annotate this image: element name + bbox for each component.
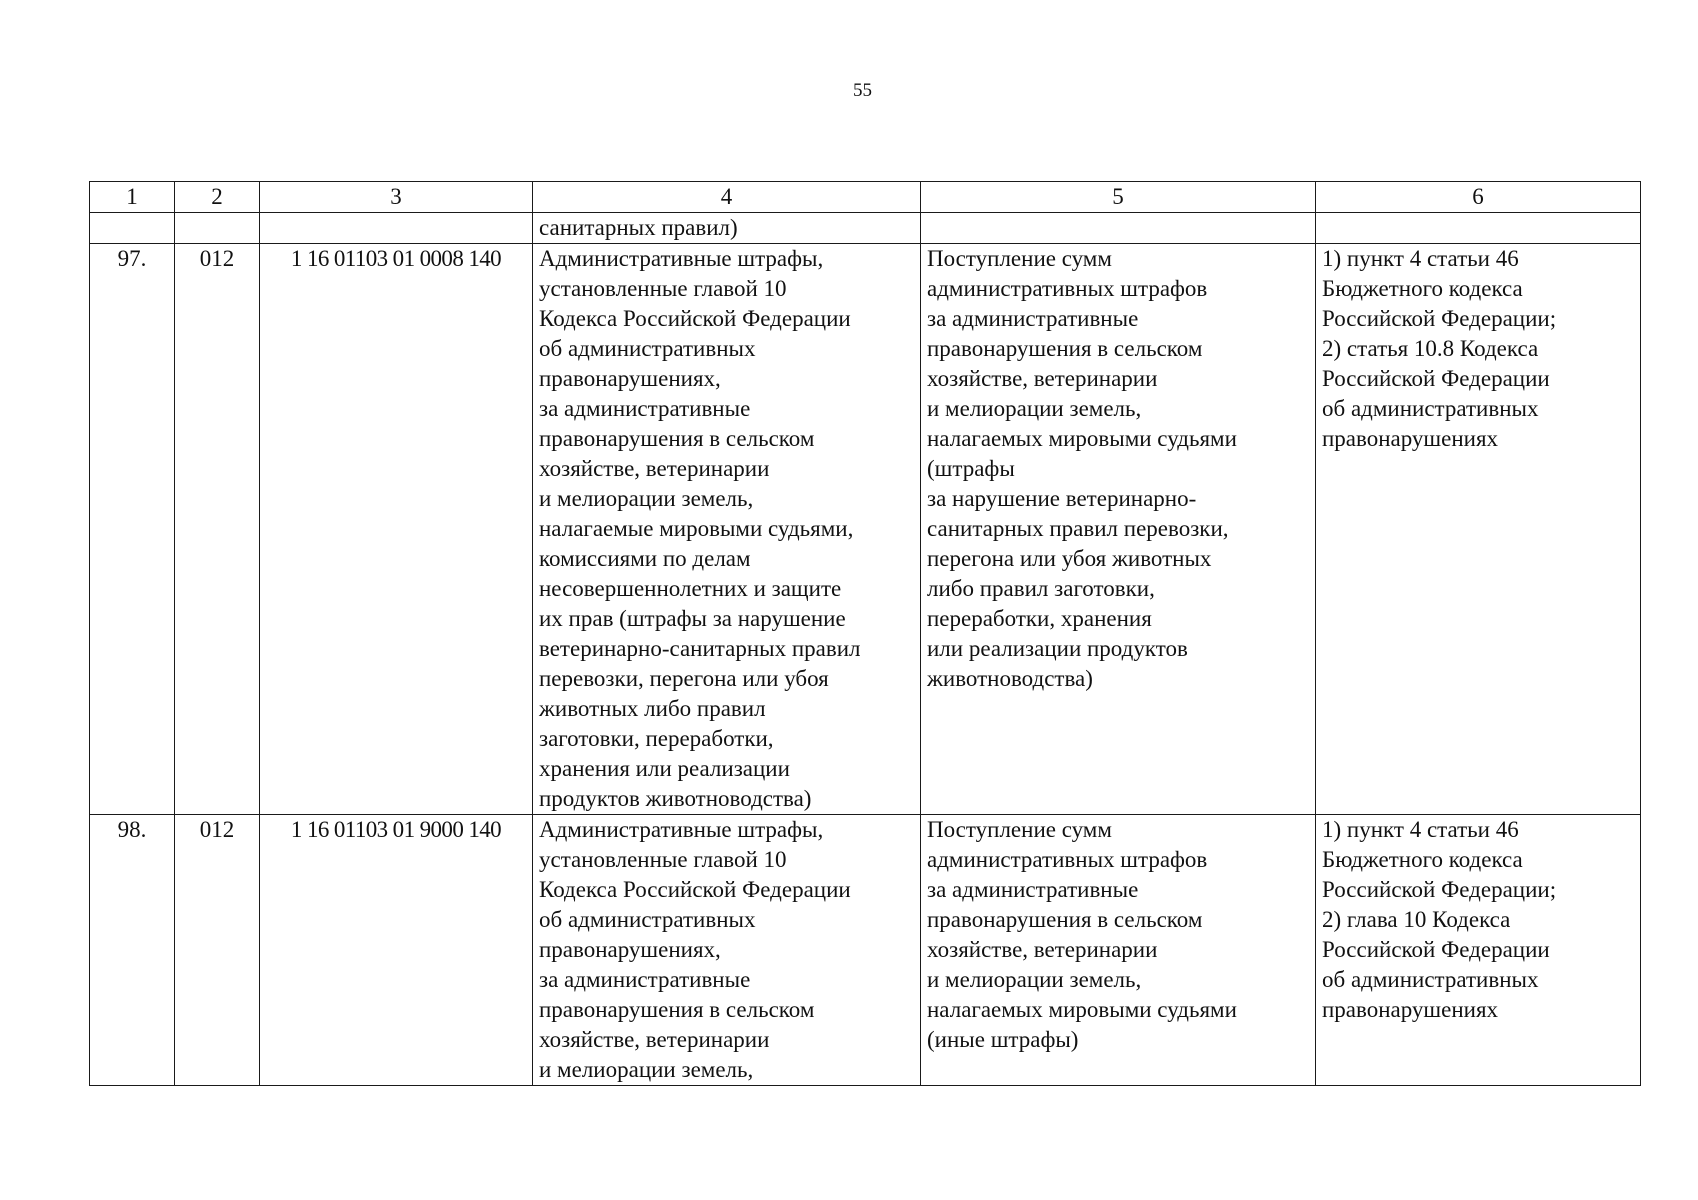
revenue-name-text: Административные штрафы, установленные главой 10 Кодекса Российской Федерации об административных правонарушениях, за административные правонарушения в сельском хозяйстве, ветеринарии и мелиорации земель, xyxy=(539,817,851,1082)
column-header-6: 6 xyxy=(1316,182,1641,213)
legal-basis-cell xyxy=(1316,213,1641,244)
revenue-name-cell xyxy=(533,244,921,815)
row-number-cell xyxy=(90,213,175,244)
column-header-3: 3 xyxy=(260,182,533,213)
column-number-row xyxy=(90,182,1641,213)
revenue-code-cell: 1 16 01103 01 9000 140 xyxy=(260,815,533,1086)
table-row-98 xyxy=(90,815,1641,1086)
revenue-description-cell xyxy=(921,815,1316,1086)
revenue-name-text: санитарных правил) xyxy=(539,215,738,240)
revenue-codes-table xyxy=(89,181,1641,1086)
admin-code-cell: 012 xyxy=(175,244,260,815)
revenue-name-cell xyxy=(533,213,921,244)
column-header-5: 5 xyxy=(921,182,1316,213)
revenue-code-cell xyxy=(260,213,533,244)
admin-code-cell: 012 xyxy=(175,815,260,1086)
admin-code-cell xyxy=(175,213,260,244)
column-header-4: 4 xyxy=(533,182,921,213)
revenue-description-text: Поступление сумм административных штрафов за административные правонарушения в сельском хозяйстве, ветеринарии и мелиорации земель, налагаемых мировыми судьями (штрафы за нарушение ветеринарно- санитарных правил перевозки, перегона или убоя животных либо правил заготовки, переработки, хранения или реализации продуктов животноводства) xyxy=(927,246,1237,691)
legal-basis-cell xyxy=(1316,244,1641,815)
table-row-continuation xyxy=(90,213,1641,244)
legal-basis-text: 1) пункт 4 статьи 46 Бюджетного кодекса Российской Федерации; 2) статья 10.8 Кодекса Российской Федерации об административных правонарушениях xyxy=(1322,246,1557,451)
row-number-cell: 98. xyxy=(90,815,175,1086)
revenue-description-cell xyxy=(921,244,1316,815)
revenue-description-text: Поступление сумм административных штрафов за административные правонарушения в сельском хозяйстве, ветеринарии и мелиорации земель, налагаемых мировыми судьями (иные штрафы) xyxy=(927,817,1237,1052)
revenue-name-text: Административные штрафы, установленные главой 10 Кодекса Российской Федерации об административных правонарушениях, за административные правонарушения в сельском хозяйстве, ветеринарии и мелиорации земель, налагаемые мировыми судьями, комиссиями по делам несовершеннолетних и защите их прав (штрафы за нарушение ветеринарно-санитарных правил перевозки, перегона или убоя животных либо правил заготовки, переработки, хранения или реализации продуктов животноводства) xyxy=(539,246,861,811)
legal-basis-cell xyxy=(1316,815,1641,1086)
revenue-name-cell xyxy=(533,815,921,1086)
page-number: 55 xyxy=(853,80,872,101)
column-header-1: 1 xyxy=(90,182,175,213)
table-row-97 xyxy=(90,244,1641,815)
revenue-code-cell: 1 16 01103 01 0008 140 xyxy=(260,244,533,815)
row-number-cell: 97. xyxy=(90,244,175,815)
revenue-description-cell xyxy=(921,213,1316,244)
column-header-2: 2 xyxy=(175,182,260,213)
legal-basis-text: 1) пункт 4 статьи 46 Бюджетного кодекса Российской Федерации; 2) глава 10 Кодекса Российской Федерации об административных правонарушениях xyxy=(1322,817,1557,1022)
